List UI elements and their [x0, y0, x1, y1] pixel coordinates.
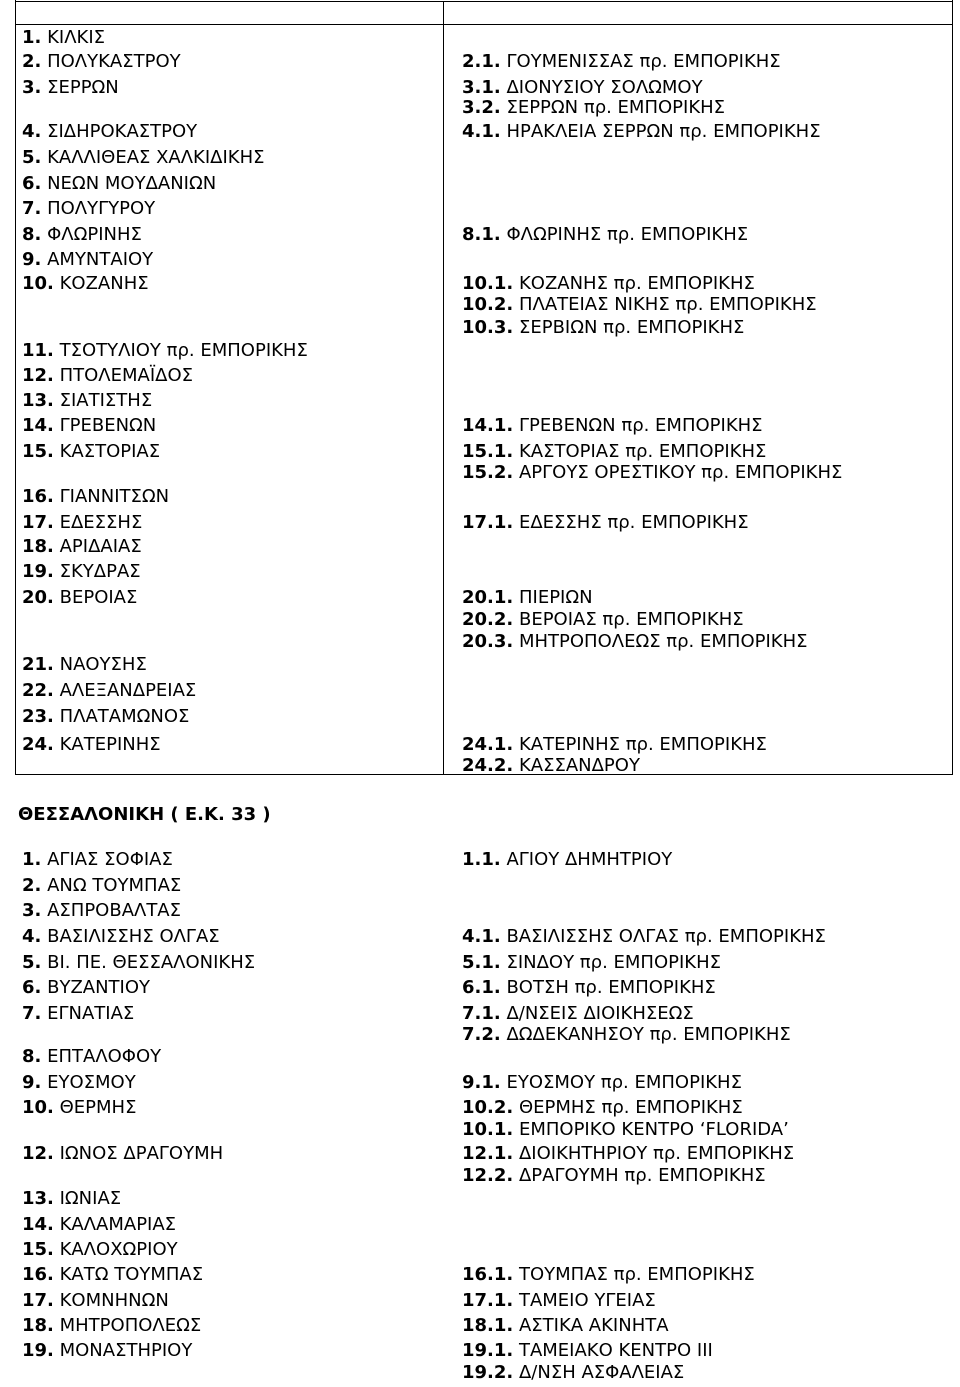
item-number: 17.1. — [462, 1290, 514, 1311]
item-name: ΠΛΑΤΕΙΑΣ ΝΙΚΗΣ πρ. ΕΜΠΟΡΙΚΗΣ — [513, 294, 817, 315]
item-number: 14. — [22, 415, 54, 436]
upper-right-item — [462, 631, 807, 653]
item-number: 8. — [22, 224, 42, 245]
item-name: ΣΙΑΤΙΣΤΗΣ — [53, 390, 153, 411]
upper-left-item — [22, 147, 265, 169]
item-name: ΣΕΡΡΩΝ πρ. ΕΜΠΟΡΙΚΗΣ — [500, 97, 726, 118]
item-number: 20.3. — [462, 631, 514, 652]
upper-right-item — [462, 512, 749, 534]
item-number: 17. — [22, 1290, 54, 1311]
item-name: ΒΥΖΑΝΤΙΟΥ — [41, 977, 151, 998]
item-name: ΑΡΓΟΥΣ ΟΡΕΣΤΙΚΟΥ πρ. ΕΜΠΟΡΙΚΗΣ — [513, 462, 843, 483]
item-name: ΒΙ. ΠΕ. ΘΕΣΣΑΛΟΝΙΚΗΣ — [41, 952, 256, 973]
item-name: ΣΕΡΒΙΩΝ πρ. ΕΜΠΟΡΙΚΗΣ — [513, 317, 745, 338]
item-name: ΤΟΥΜΠΑΣ πρ. ΕΜΠΟΡΙΚΗΣ — [513, 1264, 755, 1285]
item-number: 18. — [22, 1315, 54, 1336]
item-number: 12.1. — [462, 1143, 514, 1164]
item-name: ΔΙΟΝΥΣΙΟΥ ΣΟΛΩΜΟΥ — [500, 77, 703, 98]
item-number: 19.1. — [462, 1340, 514, 1361]
item-number: 15.2. — [462, 462, 514, 483]
lower-right-item — [462, 1119, 789, 1141]
item-name: ΚΑΤΕΡΙΝΗΣ — [53, 734, 161, 755]
item-name: ΣΚΥΔΡΑΣ — [53, 561, 141, 582]
item-number: 23. — [22, 706, 54, 727]
item-number: 20.1. — [462, 587, 514, 608]
item-name: ΕΔΕΣΣΗΣ πρ. ΕΜΠΟΡΙΚΗΣ — [513, 512, 749, 533]
item-number: 21. — [22, 654, 54, 675]
lower-left-item — [22, 952, 255, 974]
item-number: 4.1. — [462, 121, 501, 142]
lower-right-item — [462, 1340, 713, 1362]
upper-right-item — [462, 317, 744, 339]
lower-right-item — [462, 1315, 669, 1337]
item-number: 17. — [22, 512, 54, 533]
item-number: 7. — [22, 198, 42, 219]
upper-right-item — [462, 121, 821, 143]
upper-right-item — [462, 97, 725, 119]
item-name: ΓΙΑΝΝΙΤΣΩΝ — [53, 486, 170, 507]
item-name: ΜΟΝΑΣΤΗΡΙΟΥ — [53, 1340, 193, 1361]
item-number: 6. — [22, 173, 42, 194]
lower-left-item — [22, 1143, 223, 1165]
item-number: 4. — [22, 121, 42, 142]
upper-left-item — [22, 273, 149, 295]
item-name: ΔΡΑΓΟΥΜΗ πρ. ΕΜΠΟΡΙΚΗΣ — [513, 1165, 766, 1186]
item-name: ΓΟΥΜΕΝΙΣΣΑΣ πρ. ΕΜΠΟΡΙΚΗΣ — [500, 51, 781, 72]
item-name: ΑΜΥΝΤΑΙΟΥ — [41, 249, 154, 270]
upper-left-item — [22, 27, 105, 49]
item-name: ΕΔΕΣΣΗΣ — [53, 512, 143, 533]
item-number: 7.1. — [462, 1003, 501, 1024]
upper-left-item — [22, 77, 119, 99]
upper-right-item — [462, 224, 748, 246]
item-number: 13. — [22, 390, 54, 411]
item-name: ΑΓΙΑΣ ΣΟΦΙΑΣ — [41, 849, 173, 870]
item-name: ΦΛΩΡΙΝΗΣ — [41, 224, 142, 245]
item-number: 10. — [22, 273, 54, 294]
item-name: ΠΙΕΡΙΩΝ — [513, 587, 593, 608]
item-name: ΚΑΣΤΟΡΙΑΣ πρ. ΕΜΠΟΡΙΚΗΣ — [513, 441, 767, 462]
item-name: ΘΕΡΜΗΣ — [53, 1097, 137, 1118]
item-number: 7. — [22, 1003, 42, 1024]
lower-left-item — [22, 1214, 176, 1236]
item-name: ΑΡΙΔΑΙΑΣ — [53, 536, 142, 557]
item-name: ΣΕΡΡΩΝ — [41, 77, 119, 98]
item-name: ΚΑΛΑΜΑΡΙΑΣ — [53, 1214, 177, 1235]
item-name: ΑΓΙΟΥ ΔΗΜΗΤΡΙΟΥ — [500, 849, 673, 870]
item-number: 24.2. — [462, 755, 514, 776]
item-name: ΚΑΣΤΟΡΙΑΣ — [53, 441, 161, 462]
item-name: ΒΕΡΟΙΑΣ πρ. ΕΜΠΟΡΙΚΗΣ — [513, 609, 744, 630]
item-name: Δ/ΝΣΗ ΑΣΦΑΛΕΙΑΣ — [513, 1362, 685, 1383]
item-number: 19. — [22, 1340, 54, 1361]
item-number: 2.1. — [462, 51, 501, 72]
item-number: 19. — [22, 561, 54, 582]
upper-left-item — [22, 734, 161, 756]
lower-right-item — [462, 1003, 694, 1025]
upper-right-item — [462, 441, 766, 463]
upper-left-item — [22, 536, 142, 558]
item-name: ΓΡΕΒΕΝΩΝ πρ. ΕΜΠΟΡΙΚΗΣ — [513, 415, 763, 436]
item-name: ΒΑΣΙΛΙΣΣΗΣ ΟΛΓΑΣ πρ. ΕΜΠΟΡΙΚΗΣ — [500, 926, 826, 947]
item-name: ΦΛΩΡΙΝΗΣ πρ. ΕΜΠΟΡΙΚΗΣ — [500, 224, 749, 245]
item-number: 10.1. — [462, 1119, 514, 1140]
lower-left-item — [22, 1097, 136, 1119]
item-number: 15. — [22, 1239, 54, 1260]
item-number: 3.1. — [462, 77, 501, 98]
item-number: 3. — [22, 900, 42, 921]
item-number: 12. — [22, 365, 54, 386]
item-number: 17.1. — [462, 512, 514, 533]
item-name: ΚΑΤΩ ΤΟΥΜΠΑΣ — [53, 1264, 204, 1285]
item-name: ΑΣΠΡΟΒΑΛΤΑΣ — [41, 900, 181, 921]
item-name: ΤΣΟΤΥΛΙΟΥ πρ. ΕΜΠΟΡΙΚΗΣ — [53, 340, 308, 361]
item-number: 15. — [22, 441, 54, 462]
lower-right-item — [462, 1024, 791, 1046]
lower-left-item — [22, 1003, 134, 1025]
item-number: 19.2. — [462, 1362, 514, 1383]
item-name: ΙΩΝΙΑΣ — [53, 1188, 122, 1209]
item-name: ΝΕΩΝ ΜΟΥΔΑΝΙΩΝ — [41, 173, 217, 194]
item-number: 6.1. — [462, 977, 501, 998]
item-number: 10.1. — [462, 273, 514, 294]
item-name: ΚΑΣΣΑΝΔΡΟΥ — [513, 755, 640, 776]
item-name: ΕΠΤΑΛΟΦΟΥ — [41, 1046, 162, 1067]
item-name: ΚΟΖΑΝΗΣ πρ. ΕΜΠΟΡΙΚΗΣ — [513, 273, 755, 294]
item-name: ΑΣΤΙΚΑ ΑΚΙΝΗΤΑ — [513, 1315, 669, 1336]
item-name: ΔΩΔΕΚΑΝΗΣΟΥ πρ. ΕΜΠΟΡΙΚΗΣ — [500, 1024, 791, 1045]
item-name: ΤΑΜΕΙΟ ΥΓΕΙΑΣ — [513, 1290, 656, 1311]
item-number: 13. — [22, 1188, 54, 1209]
item-number: 6. — [22, 977, 42, 998]
item-number: 1.1. — [462, 849, 501, 870]
item-name: ΕΥΟΣΜΟΥ — [41, 1072, 136, 1093]
item-number: 3. — [22, 77, 42, 98]
item-name: ΑΝΩ ΤΟΥΜΠΑΣ — [41, 875, 182, 896]
upper-left-item — [22, 121, 197, 143]
upper-left-item — [22, 654, 147, 676]
item-number: 9.1. — [462, 1072, 501, 1093]
item-number: 10.3. — [462, 317, 514, 338]
item-number: 16.1. — [462, 1264, 514, 1285]
item-number: 5. — [22, 147, 42, 168]
upper-right-item — [462, 462, 842, 484]
item-number: 12. — [22, 1143, 54, 1164]
item-number: 16. — [22, 486, 54, 507]
item-name: ΚΑΤΕΡΙΝΗΣ πρ. ΕΜΠΟΡΙΚΗΣ — [513, 734, 767, 755]
upper-left-item — [22, 587, 137, 609]
item-name: ΒΕΡΟΙΑΣ — [53, 587, 138, 608]
lower-left-item — [22, 1072, 136, 1094]
item-name: ΕΓΝΑΤΙΑΣ — [41, 1003, 135, 1024]
item-number: 18. — [22, 536, 54, 557]
item-number: 20.2. — [462, 609, 514, 630]
section-title: ΘΕΣΣΑΛΟΝΙΚΗ ( Ε.Κ. 33 ) — [18, 804, 271, 825]
item-number: 24. — [22, 734, 54, 755]
item-number: 8. — [22, 1046, 42, 1067]
lower-right-item — [462, 1097, 743, 1119]
lower-right-item — [462, 977, 716, 999]
item-number: 9. — [22, 1072, 42, 1093]
item-number: 11. — [22, 340, 54, 361]
lower-right-item — [462, 952, 721, 974]
upper-right-item — [462, 273, 755, 295]
upper-left-item — [22, 706, 189, 728]
item-name: ΚΙΛΚΙΣ — [41, 27, 106, 48]
lower-right-item — [462, 1143, 794, 1165]
item-name: ΘΕΡΜΗΣ πρ. ΕΜΠΟΡΙΚΗΣ — [513, 1097, 743, 1118]
item-name: ΤΑΜΕΙΑΚΟ ΚΕΝΤΡΟ ΙΙΙ — [513, 1340, 713, 1361]
item-number: 14.1. — [462, 415, 514, 436]
upper-left-item — [22, 224, 142, 246]
lower-left-item — [22, 900, 181, 922]
item-number: 10.2. — [462, 1097, 514, 1118]
item-name: ΣΙΔΗΡΟΚΑΣΤΡΟΥ — [41, 121, 198, 142]
item-name: ΚΑΛΟΧΩΡΙΟΥ — [53, 1239, 178, 1260]
lower-right-item — [462, 1290, 656, 1312]
item-number: 2. — [22, 875, 42, 896]
item-name: ΜΗΤΡΟΠΟΛΕΩΣ πρ. ΕΜΠΟΡΙΚΗΣ — [513, 631, 808, 652]
item-number: 10. — [22, 1097, 54, 1118]
item-name: ΙΩΝΟΣ ΔΡΑΓΟΥΜΗ — [53, 1143, 224, 1164]
item-number: 1. — [22, 849, 42, 870]
item-number: 10.2. — [462, 294, 514, 315]
lower-right-item — [462, 1072, 742, 1094]
item-number: 14. — [22, 1214, 54, 1235]
item-number: 7.2. — [462, 1024, 501, 1045]
item-number: 4.1. — [462, 926, 501, 947]
upper-right-item — [462, 587, 593, 609]
column-divider — [443, 1, 444, 775]
item-number: 5. — [22, 952, 42, 973]
lower-left-item — [22, 1264, 203, 1286]
lower-left-item — [22, 1188, 121, 1210]
item-name: ΕΥΟΣΜΟΥ πρ. ΕΜΠΟΡΙΚΗΣ — [500, 1072, 742, 1093]
upper-left-item — [22, 340, 308, 362]
item-name: ΚΟΖΑΝΗΣ — [53, 273, 149, 294]
item-number: 1. — [22, 27, 42, 48]
upper-right-item — [462, 755, 640, 777]
lower-left-item — [22, 1046, 161, 1068]
upper-right-item — [462, 51, 781, 73]
lower-left-item — [22, 1290, 169, 1312]
item-name: ΠΟΛΥΚΑΣΤΡΟΥ — [41, 51, 181, 72]
lower-left-item — [22, 977, 150, 999]
item-name: ΚΑΛΛΙΘΕΑΣ ΧΑΛΚΙΔΙΚΗΣ — [41, 147, 265, 168]
lower-right-item — [462, 1362, 684, 1384]
item-number: 2. — [22, 51, 42, 72]
upper-left-item — [22, 51, 181, 73]
item-name: ΝΑΟΥΣΗΣ — [53, 654, 147, 675]
item-name: Δ/ΝΣΕΙΣ ΔΙΟΙΚΗΣΕΩΣ — [500, 1003, 694, 1024]
item-number: 4. — [22, 926, 42, 947]
upper-left-item — [22, 441, 160, 463]
item-name: ΒΑΣΙΛΙΣΣΗΣ ΟΛΓΑΣ — [41, 926, 220, 947]
upper-left-item — [22, 415, 156, 437]
item-name: ΒΟΤΣΗ πρ. ΕΜΠΟΡΙΚΗΣ — [500, 977, 716, 998]
upper-right-item — [462, 77, 703, 99]
item-name: ΜΗΤΡΟΠΟΛΕΩΣ — [53, 1315, 202, 1336]
lower-left-item — [22, 1340, 192, 1362]
item-name: ΓΡΕΒΕΝΩΝ — [53, 415, 157, 436]
item-name: ΔΙΟΙΚΗΤΗΡΙΟΥ πρ. ΕΜΠΟΡΙΚΗΣ — [513, 1143, 795, 1164]
upper-left-item — [22, 365, 193, 387]
item-number: 15.1. — [462, 441, 514, 462]
upper-left-item — [22, 198, 155, 220]
lower-left-item — [22, 1315, 201, 1337]
lower-right-item — [462, 926, 826, 948]
upper-right-item — [462, 294, 817, 316]
upper-left-item — [22, 486, 169, 508]
lower-right-item — [462, 1264, 755, 1286]
upper-left-item — [22, 249, 153, 271]
upper-right-item — [462, 415, 763, 437]
lower-right-item — [462, 849, 672, 871]
item-name: ΠΛΑΤΑΜΩΝΟΣ — [53, 706, 190, 727]
item-number: 24.1. — [462, 734, 514, 755]
item-name: ΚΟΜΝΗΝΩΝ — [53, 1290, 169, 1311]
item-number: 22. — [22, 680, 54, 701]
upper-left-item — [22, 173, 216, 195]
item-number: 8.1. — [462, 224, 501, 245]
item-name: ΠΟΛΥΓΥΡΟΥ — [41, 198, 156, 219]
item-number: 18.1. — [462, 1315, 514, 1336]
item-number: 9. — [22, 249, 42, 270]
lower-left-item — [22, 926, 220, 948]
item-name: ΠΤΟΛΕΜΑΪΔΟΣ — [53, 365, 194, 386]
lower-left-item — [22, 875, 181, 897]
upper-left-item — [22, 680, 196, 702]
upper-left-item — [22, 512, 142, 534]
lower-right-item — [462, 1165, 766, 1187]
item-number: 12.2. — [462, 1165, 514, 1186]
lower-left-item — [22, 1239, 178, 1261]
upper-right-item — [462, 609, 744, 631]
upper-left-item — [22, 561, 141, 583]
item-number: 3.2. — [462, 97, 501, 118]
item-name: ΗΡΑΚΛΕΙΑ ΣΕΡΡΩΝ πρ. ΕΜΠΟΡΙΚΗΣ — [500, 121, 821, 142]
upper-left-item — [22, 390, 152, 412]
item-name: ΣΙΝΔΟΥ πρ. ΕΜΠΟΡΙΚΗΣ — [500, 952, 721, 973]
item-name: ΑΛΕΞΑΝΔΡΕΙΑΣ — [53, 680, 197, 701]
upper-right-item — [462, 734, 767, 756]
item-number: 16. — [22, 1264, 54, 1285]
item-name: ΕΜΠΟΡΙΚΟ ΚΕΝΤΡΟ ‘FLORIDA’ — [513, 1119, 789, 1140]
item-number: 5.1. — [462, 952, 501, 973]
item-number: 20. — [22, 587, 54, 608]
lower-left-item — [22, 849, 173, 871]
